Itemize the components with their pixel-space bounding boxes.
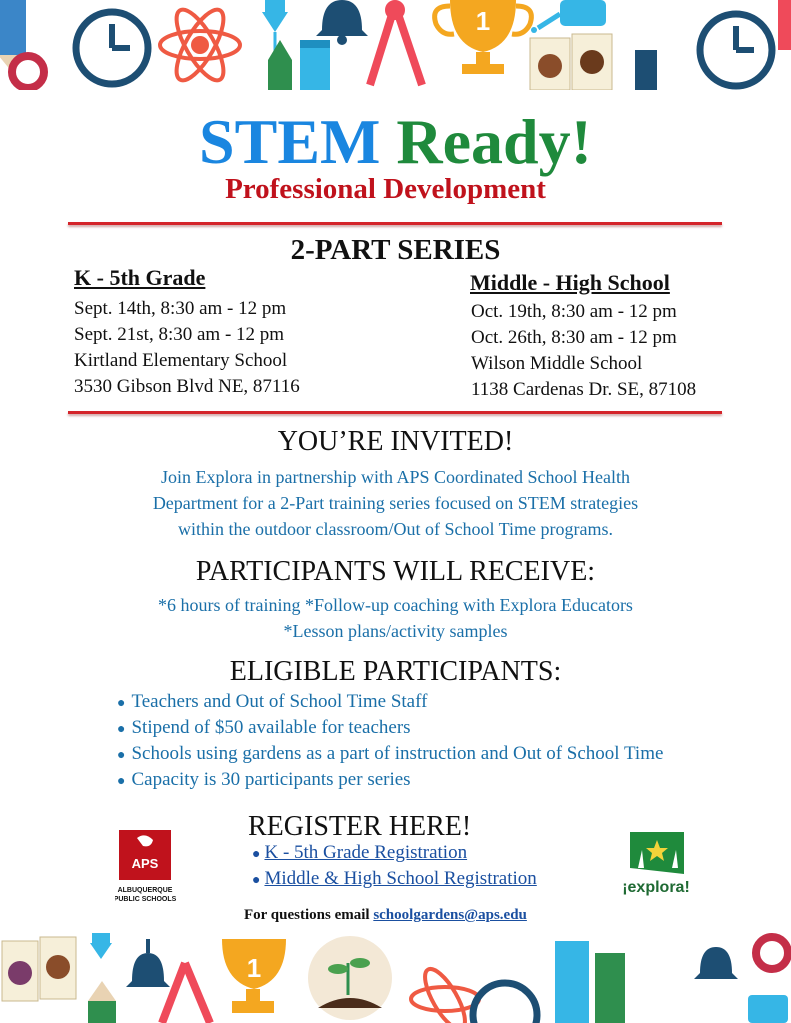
compass-icon	[162, 963, 210, 1023]
list-item: ● Stipend of $50 available for teachers	[117, 717, 411, 738]
clock-icon	[473, 983, 537, 1023]
pencil-green-icon	[268, 40, 292, 90]
pin-icon	[756, 937, 788, 969]
k5-line: Sept. 14th, 8:30 am - 12 pm	[74, 298, 287, 319]
receive-heading: PARTICIPANTS WILL RECEIVE:	[195, 556, 596, 587]
svg-text:1: 1	[246, 953, 262, 983]
bell-right-icon	[694, 947, 738, 979]
book-small-icon	[635, 50, 657, 90]
page-title	[0, 106, 791, 178]
watering-can-icon	[531, 0, 606, 33]
list-item: ● Schools using gardens as a part of instruction and Out of School Time	[117, 743, 664, 764]
trophy-icon	[435, 0, 532, 74]
clock-icon	[76, 12, 148, 84]
seed-packets-icon	[530, 34, 612, 90]
k5-title: K - 5th Grade	[74, 265, 206, 290]
divider-top	[68, 222, 722, 225]
title-ready: Ready!	[396, 106, 592, 177]
atom-icon	[411, 964, 479, 1023]
questions-line: For questions email schoolgardens@aps.edu	[244, 907, 527, 923]
invite-line: Join Explora in partnership with APS Coordinated School Health	[161, 467, 630, 487]
invite-line: within the outdoor classroom/Out of School Time programs.	[178, 519, 613, 539]
k5-line: Kirtland Elementary School	[74, 350, 288, 371]
page-subtitle: Professional Development	[225, 173, 546, 205]
register-heading: REGISTER HERE!	[248, 811, 472, 842]
title-stem: STEM	[199, 106, 381, 177]
compass-icon	[370, 4, 422, 85]
email-link[interactable]: schoolgardens@aps.edu	[373, 907, 527, 923]
svg-text:ALBUQUERQUE: ALBUQUERQUE	[117, 887, 173, 894]
svg-text:¡explora!: ¡explora!	[622, 879, 690, 896]
invite-line: Department for a 2-Part training series focused on STEM strategies	[152, 493, 639, 513]
mh-line: Oct. 19th, 8:30 am - 12 pm	[471, 301, 677, 322]
k5-line: Sept. 21st, 8:30 am - 12 pm	[74, 324, 285, 345]
svg-text:1: 1	[475, 6, 491, 36]
pencil-right-icon	[778, 0, 791, 50]
pencil-icon	[88, 981, 116, 1023]
eligible-heading: ELIGIBLE PARTICIPANTS:	[229, 656, 562, 687]
explora-logo	[610, 828, 705, 908]
bell-icon	[316, 0, 368, 45]
bottom-decorative-banner	[0, 933, 791, 1023]
divider-bottom	[68, 411, 722, 414]
watering-can-icon	[748, 995, 788, 1023]
list-item: ● Capacity is 30 participants per series	[117, 769, 411, 790]
receive-line: *Lesson plans/activity samples	[283, 621, 508, 641]
book-icon	[555, 941, 625, 1023]
mh-line: Oct. 26th, 8:30 am - 12 pm	[471, 327, 677, 348]
list-item: ● Teachers and Out of School Time Staff	[117, 691, 428, 712]
atom-icon	[160, 3, 240, 86]
pushpin-icon	[90, 933, 112, 959]
bell-icon	[126, 939, 170, 987]
k5-registration-link[interactable]: ● K - 5th Grade Registration	[252, 842, 468, 863]
trophy-icon	[222, 939, 286, 1013]
invited-heading: YOU’RE INVITED!	[277, 426, 514, 457]
svg-text:APS: APS	[131, 856, 159, 871]
mh-line: 1138 Cardenas Dr. SE, 87108	[471, 379, 697, 400]
receive-line: *6 hours of training *Follow-up coaching with Explora Educators	[158, 595, 633, 615]
top-decorative-banner	[0, 0, 791, 90]
aps-logo	[115, 828, 190, 908]
mh-registration-link[interactable]: ● Middle & High School Registration	[252, 868, 537, 889]
plant-circle-icon	[308, 936, 392, 1020]
mh-title: Middle - High School	[470, 270, 670, 295]
svg-text:PUBLIC SCHOOLS: PUBLIC SCHOOLS	[115, 896, 177, 903]
series-heading: 2-PART SERIES	[290, 234, 501, 266]
k5-line: 3530 Gibson Blvd NE, 87116	[74, 376, 300, 397]
seed-packets-icon	[2, 937, 76, 1001]
mh-line: Wilson Middle School	[471, 353, 643, 374]
clock-right-icon	[700, 14, 772, 86]
book-icon	[300, 40, 330, 90]
pin-icon	[12, 56, 44, 88]
